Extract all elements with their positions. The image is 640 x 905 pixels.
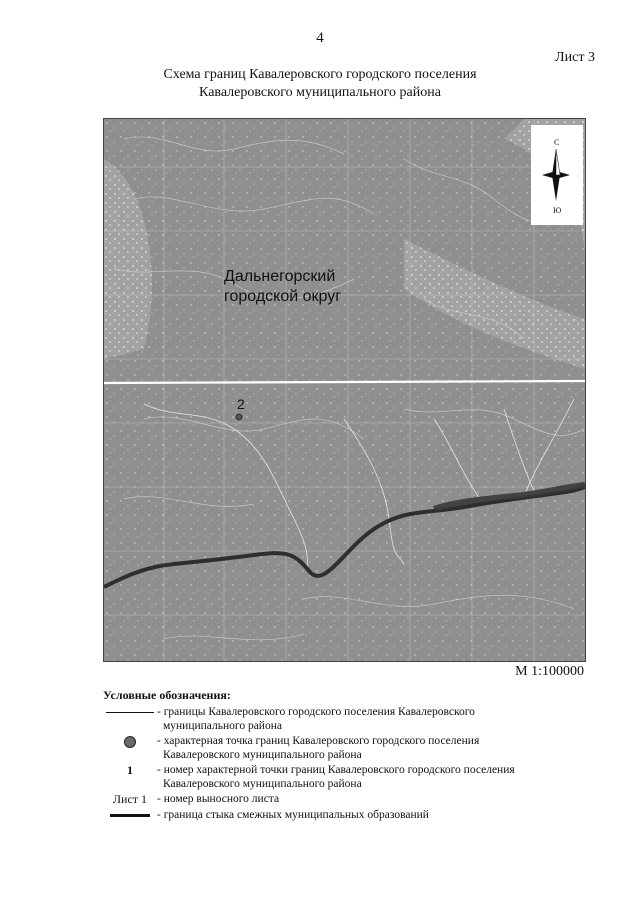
legend-junction-line-symbol	[103, 808, 157, 823]
map-scale: М 1:100000	[515, 664, 584, 679]
legend-boundary-line-symbol	[103, 705, 157, 720]
title-line-2: Кавалеровского муниципального района	[199, 85, 441, 100]
terrain-background	[104, 119, 585, 661]
legend-text: Кавалеровского муниципального района	[163, 749, 362, 761]
legend-text: Кавалеровского муниципального района	[163, 778, 362, 790]
legend-item	[103, 792, 583, 807]
legend-sheet-symbol	[103, 792, 157, 807]
page-number: 4	[316, 30, 324, 46]
legend-item	[103, 705, 583, 733]
legend-number-symbol	[103, 763, 157, 778]
characteristic-point-2	[236, 414, 242, 420]
compass-north: С	[554, 138, 560, 147]
compass-rose	[531, 125, 583, 225]
legend-item	[103, 734, 583, 762]
area-label-line-1: Дальнегорский	[224, 268, 336, 285]
page-title	[0, 66, 640, 102]
legend-item	[103, 763, 583, 791]
legend-text: - номер характерной точки границ Кавалеровского городского поселения	[157, 764, 515, 776]
legend-text: муниципального района	[163, 720, 282, 732]
legend-text: - граница стыка смежных муниципальных образований	[157, 809, 429, 821]
legend-point-symbol	[103, 734, 157, 749]
map-canvas	[104, 119, 585, 661]
legend-text: - номер выносного листа	[157, 793, 280, 805]
compass-south: Ю	[553, 206, 562, 215]
legend-text: - границы Кавалеровского городского поселения Кавалеровского	[157, 706, 475, 718]
topographic-map	[103, 118, 586, 662]
legend-item	[103, 808, 583, 823]
point-label: 2	[237, 396, 245, 412]
legend-symbol-text: 1	[127, 763, 133, 777]
legend-title: Условные обозначения:	[103, 688, 231, 702]
legend-text: - характерная точка границ Кавалеровского городского поселения	[157, 735, 480, 747]
legend-symbol-text: Лист 1	[112, 792, 148, 806]
legend	[103, 688, 583, 824]
area-label-line-2: городской округ	[224, 288, 342, 305]
title-line-1: Схема границ Кавалеровского городского поселения	[163, 67, 477, 82]
sheet-label: Лист 3	[555, 50, 595, 65]
